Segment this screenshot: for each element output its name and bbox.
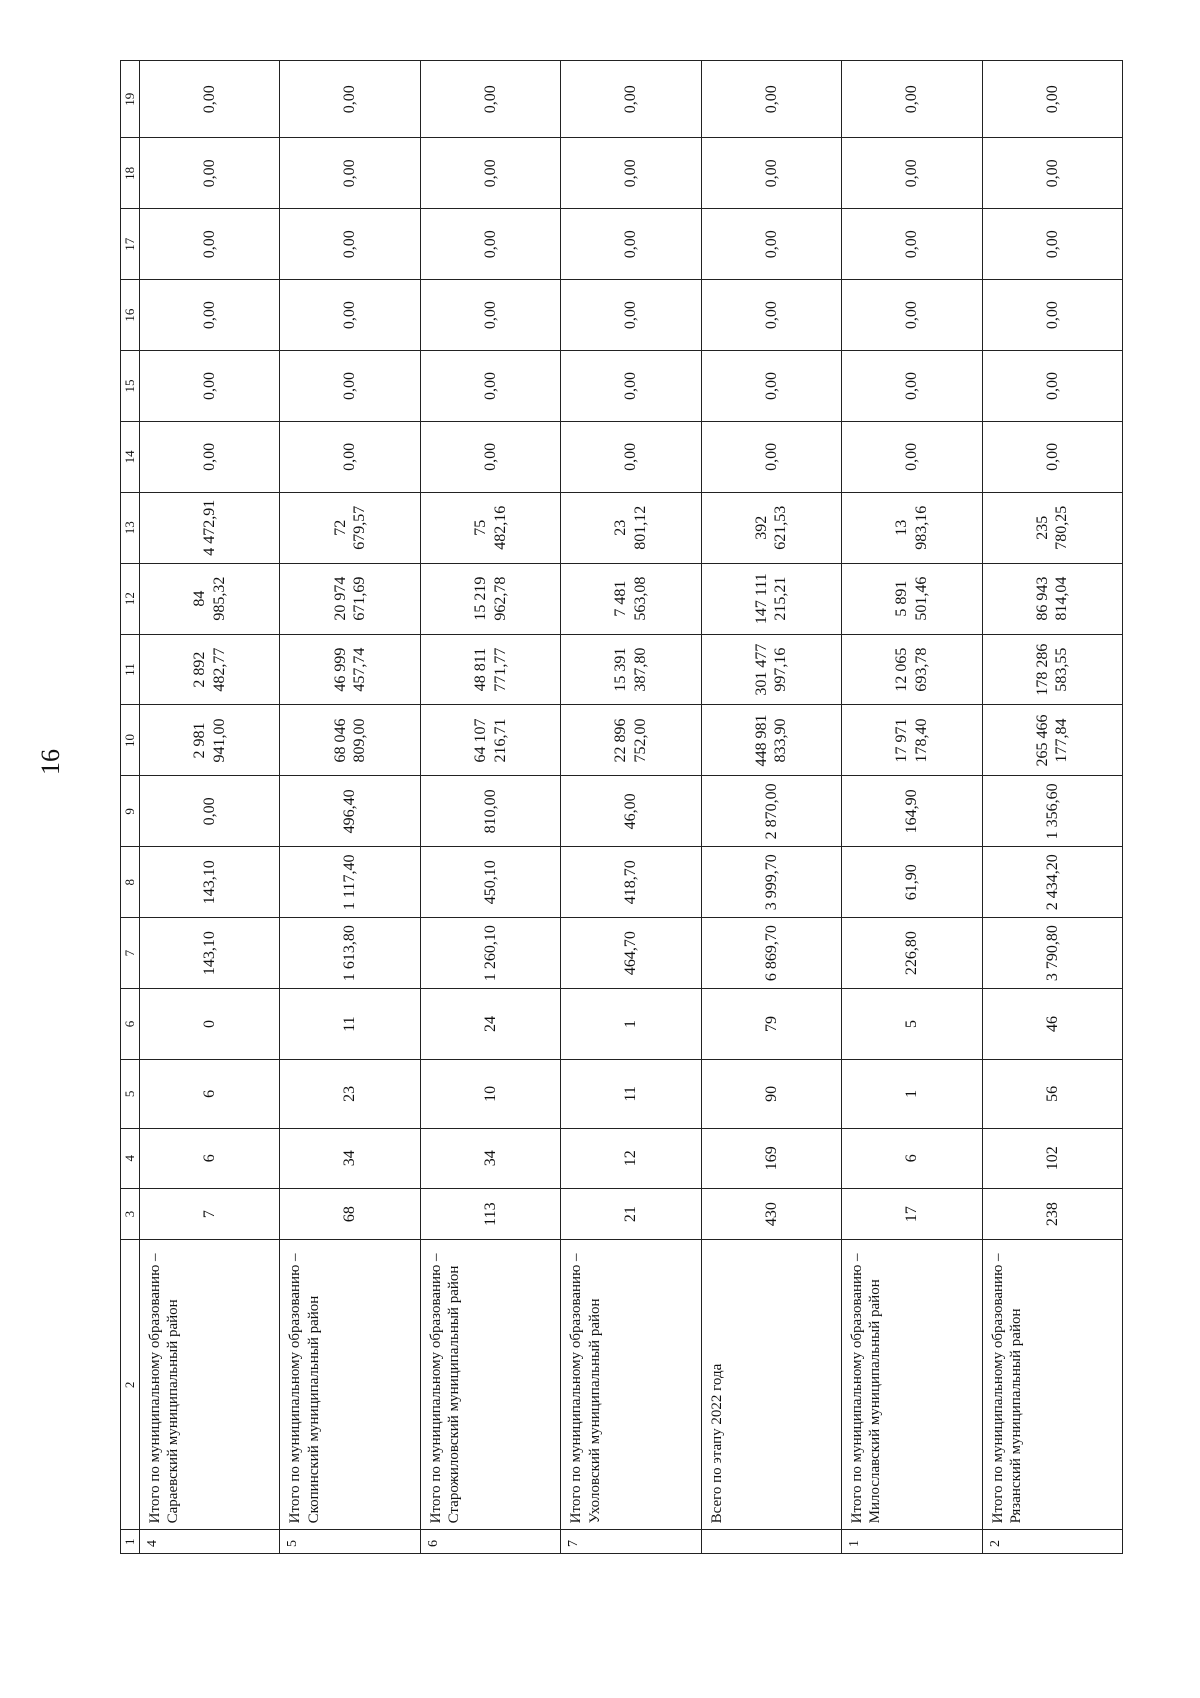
cell: 56 bbox=[982, 1059, 1122, 1128]
cell: 0,00 bbox=[420, 421, 560, 492]
cell: 0,00 bbox=[842, 421, 982, 492]
cell: 0,00 bbox=[140, 280, 280, 351]
cell: 1 117,40 bbox=[280, 847, 420, 918]
row-number: 1 bbox=[842, 1530, 982, 1554]
cell: 7 bbox=[140, 1188, 280, 1240]
cell: 17 971 178,40 bbox=[842, 705, 982, 776]
row-name: Итого по муниципальному образованию – Ухоловский муниципальный район bbox=[561, 1240, 701, 1530]
col-header: 15 bbox=[121, 351, 140, 422]
col-header: 7 bbox=[121, 918, 140, 989]
col-header: 13 bbox=[121, 492, 140, 563]
cell: 265 466 177,84 bbox=[982, 705, 1122, 776]
col-header: 3 bbox=[121, 1188, 140, 1240]
cell: 68 046 809,00 bbox=[280, 705, 420, 776]
cell: 46,00 bbox=[561, 776, 701, 847]
cell: 61,90 bbox=[842, 847, 982, 918]
cell: 102 bbox=[982, 1128, 1122, 1188]
col-header: 17 bbox=[121, 209, 140, 280]
cell: 24 bbox=[420, 989, 560, 1060]
row-number: 5 bbox=[280, 1530, 420, 1554]
cell: 0,00 bbox=[982, 61, 1122, 138]
cell: 0,00 bbox=[561, 209, 701, 280]
cell: 17 bbox=[842, 1188, 982, 1240]
row-name: Итого по муниципальному образованию – Рязанский муниципальный район bbox=[982, 1240, 1122, 1530]
header-row bbox=[121, 61, 140, 1554]
cell: 5 bbox=[842, 989, 982, 1060]
cell: 0,00 bbox=[701, 351, 841, 422]
table-row bbox=[561, 61, 701, 1554]
row-name: Итого по муниципальному образованию – Милославский муниципальный район bbox=[842, 1240, 982, 1530]
cell: 2 981 941,00 bbox=[140, 705, 280, 776]
col-header: 14 bbox=[121, 421, 140, 492]
col-header: 1 bbox=[121, 1530, 140, 1554]
cell: 0,00 bbox=[982, 421, 1122, 492]
cell: 164,90 bbox=[842, 776, 982, 847]
cell: 84 985,32 bbox=[140, 563, 280, 634]
col-header: 4 bbox=[121, 1128, 140, 1188]
cell: 448 981 833,90 bbox=[701, 705, 841, 776]
row-name: Итого по муниципальному образованию – Старожиловский муниципальный район bbox=[420, 1240, 560, 1530]
cell: 0,00 bbox=[280, 351, 420, 422]
cell: 3 790,80 bbox=[982, 918, 1122, 989]
row-number bbox=[701, 1530, 841, 1554]
row-number: 4 bbox=[140, 1530, 280, 1554]
cell: 6 869,70 bbox=[701, 918, 841, 989]
cell: 22 896 752,00 bbox=[561, 705, 701, 776]
cell: 226,80 bbox=[842, 918, 982, 989]
col-header: 2 bbox=[121, 1240, 140, 1530]
cell: 496,40 bbox=[280, 776, 420, 847]
cell: 0,00 bbox=[420, 138, 560, 209]
cell: 11 bbox=[561, 1059, 701, 1128]
cell: 0,00 bbox=[982, 280, 1122, 351]
cell: 0,00 bbox=[842, 61, 982, 138]
cell: 0,00 bbox=[561, 138, 701, 209]
cell: 301 477 997,16 bbox=[701, 634, 841, 705]
cell: 34 bbox=[420, 1128, 560, 1188]
cell: 86 943 814,04 bbox=[982, 563, 1122, 634]
cell: 13 983,16 bbox=[842, 492, 982, 563]
cell: 12 bbox=[561, 1128, 701, 1188]
cell: 6 bbox=[140, 1128, 280, 1188]
row-name: Итого по муниципальному образованию – Сараевский муниципальный район bbox=[140, 1240, 280, 1530]
cell: 23 bbox=[280, 1059, 420, 1128]
col-header: 10 bbox=[121, 705, 140, 776]
cell: 15 391 387,80 bbox=[561, 634, 701, 705]
cell: 0,00 bbox=[842, 280, 982, 351]
col-header: 19 bbox=[121, 61, 140, 138]
table-row bbox=[280, 61, 420, 1554]
cell: 0,00 bbox=[140, 776, 280, 847]
cell: 0,00 bbox=[420, 209, 560, 280]
cell: 0,00 bbox=[561, 61, 701, 138]
row-number: 2 bbox=[982, 1530, 1122, 1554]
cell: 0,00 bbox=[420, 61, 560, 138]
cell: 15 219 962,78 bbox=[420, 563, 560, 634]
cell: 392 621,53 bbox=[701, 492, 841, 563]
cell: 6 bbox=[842, 1128, 982, 1188]
cell: 0,00 bbox=[701, 280, 841, 351]
cell: 20 974 671,69 bbox=[280, 563, 420, 634]
col-header: 8 bbox=[121, 847, 140, 918]
table-row bbox=[982, 61, 1122, 1554]
row-number: 6 bbox=[420, 1530, 560, 1554]
rotated-table-frame bbox=[120, 60, 1123, 1554]
cell: 75 482,16 bbox=[420, 492, 560, 563]
cell: 0,00 bbox=[982, 209, 1122, 280]
cell: 235 780,25 bbox=[982, 492, 1122, 563]
cell: 3 999,70 bbox=[701, 847, 841, 918]
cell: 238 bbox=[982, 1188, 1122, 1240]
cell: 64 107 216,71 bbox=[420, 705, 560, 776]
cell: 0,00 bbox=[420, 280, 560, 351]
cell: 0,00 bbox=[140, 421, 280, 492]
cell: 0,00 bbox=[701, 421, 841, 492]
data-table bbox=[120, 60, 1123, 1554]
table-row-total bbox=[701, 61, 841, 1554]
cell: 810,00 bbox=[420, 776, 560, 847]
table-row bbox=[420, 61, 560, 1554]
cell: 1 613,80 bbox=[280, 918, 420, 989]
col-header: 9 bbox=[121, 776, 140, 847]
cell: 48 811 771,77 bbox=[420, 634, 560, 705]
cell: 72 679,57 bbox=[280, 492, 420, 563]
cell: 0,00 bbox=[701, 209, 841, 280]
cell: 147 111 215,21 bbox=[701, 563, 841, 634]
cell: 11 bbox=[280, 989, 420, 1060]
table-row bbox=[842, 61, 982, 1554]
cell: 0,00 bbox=[280, 280, 420, 351]
cell: 68 bbox=[280, 1188, 420, 1240]
cell: 1 bbox=[561, 989, 701, 1060]
cell: 0,00 bbox=[561, 421, 701, 492]
cell: 12 065 693,78 bbox=[842, 634, 982, 705]
cell: 0,00 bbox=[561, 351, 701, 422]
cell: 0,00 bbox=[280, 421, 420, 492]
cell: 46 bbox=[982, 989, 1122, 1060]
col-header: 11 bbox=[121, 634, 140, 705]
cell: 143,10 bbox=[140, 918, 280, 989]
cell: 79 bbox=[701, 989, 841, 1060]
cell: 113 bbox=[420, 1188, 560, 1240]
cell: 2 870,00 bbox=[701, 776, 841, 847]
cell: 0,00 bbox=[842, 209, 982, 280]
cell: 0,00 bbox=[140, 61, 280, 138]
cell: 169 bbox=[701, 1128, 841, 1188]
col-header: 16 bbox=[121, 280, 140, 351]
cell: 2 892 482,77 bbox=[140, 634, 280, 705]
cell: 7 481 563,08 bbox=[561, 563, 701, 634]
cell: 0,00 bbox=[982, 138, 1122, 209]
cell: 0,00 bbox=[140, 209, 280, 280]
cell: 5 891 501,46 bbox=[842, 563, 982, 634]
cell: 0,00 bbox=[280, 61, 420, 138]
cell: 464,70 bbox=[561, 918, 701, 989]
row-name: Всего по этапу 2022 года bbox=[701, 1240, 841, 1530]
cell: 0,00 bbox=[561, 280, 701, 351]
cell: 0,00 bbox=[982, 351, 1122, 422]
cell: 6 bbox=[140, 1059, 280, 1128]
cell: 0 bbox=[140, 989, 280, 1060]
cell: 0,00 bbox=[420, 351, 560, 422]
cell: 178 286 583,55 bbox=[982, 634, 1122, 705]
cell: 0,00 bbox=[140, 138, 280, 209]
cell: 46 999 457,74 bbox=[280, 634, 420, 705]
col-header: 5 bbox=[121, 1059, 140, 1128]
cell: 450,10 bbox=[420, 847, 560, 918]
cell: 34 bbox=[280, 1128, 420, 1188]
row-number: 7 bbox=[561, 1530, 701, 1554]
cell: 10 bbox=[420, 1059, 560, 1128]
table-row bbox=[140, 61, 280, 1554]
row-name: Итого по муниципальному образованию – Скопинский муниципальный район bbox=[280, 1240, 420, 1530]
cell: 90 bbox=[701, 1059, 841, 1128]
col-header: 6 bbox=[121, 989, 140, 1060]
cell: 4 472,91 bbox=[140, 492, 280, 563]
cell: 0,00 bbox=[842, 351, 982, 422]
cell: 0,00 bbox=[842, 138, 982, 209]
cell: 143,10 bbox=[140, 847, 280, 918]
cell: 418,70 bbox=[561, 847, 701, 918]
cell: 0,00 bbox=[140, 351, 280, 422]
cell: 0,00 bbox=[280, 138, 420, 209]
cell: 1 bbox=[842, 1059, 982, 1128]
cell: 21 bbox=[561, 1188, 701, 1240]
col-header: 18 bbox=[121, 138, 140, 209]
cell: 23 801,12 bbox=[561, 492, 701, 563]
cell: 430 bbox=[701, 1188, 841, 1240]
cell: 0,00 bbox=[280, 209, 420, 280]
col-header: 12 bbox=[121, 563, 140, 634]
page-number: 16 bbox=[36, 749, 65, 775]
cell: 0,00 bbox=[701, 61, 841, 138]
cell: 1 356,60 bbox=[982, 776, 1122, 847]
cell: 2 434,20 bbox=[982, 847, 1122, 918]
cell: 0,00 bbox=[701, 138, 841, 209]
cell: 1 260,10 bbox=[420, 918, 560, 989]
